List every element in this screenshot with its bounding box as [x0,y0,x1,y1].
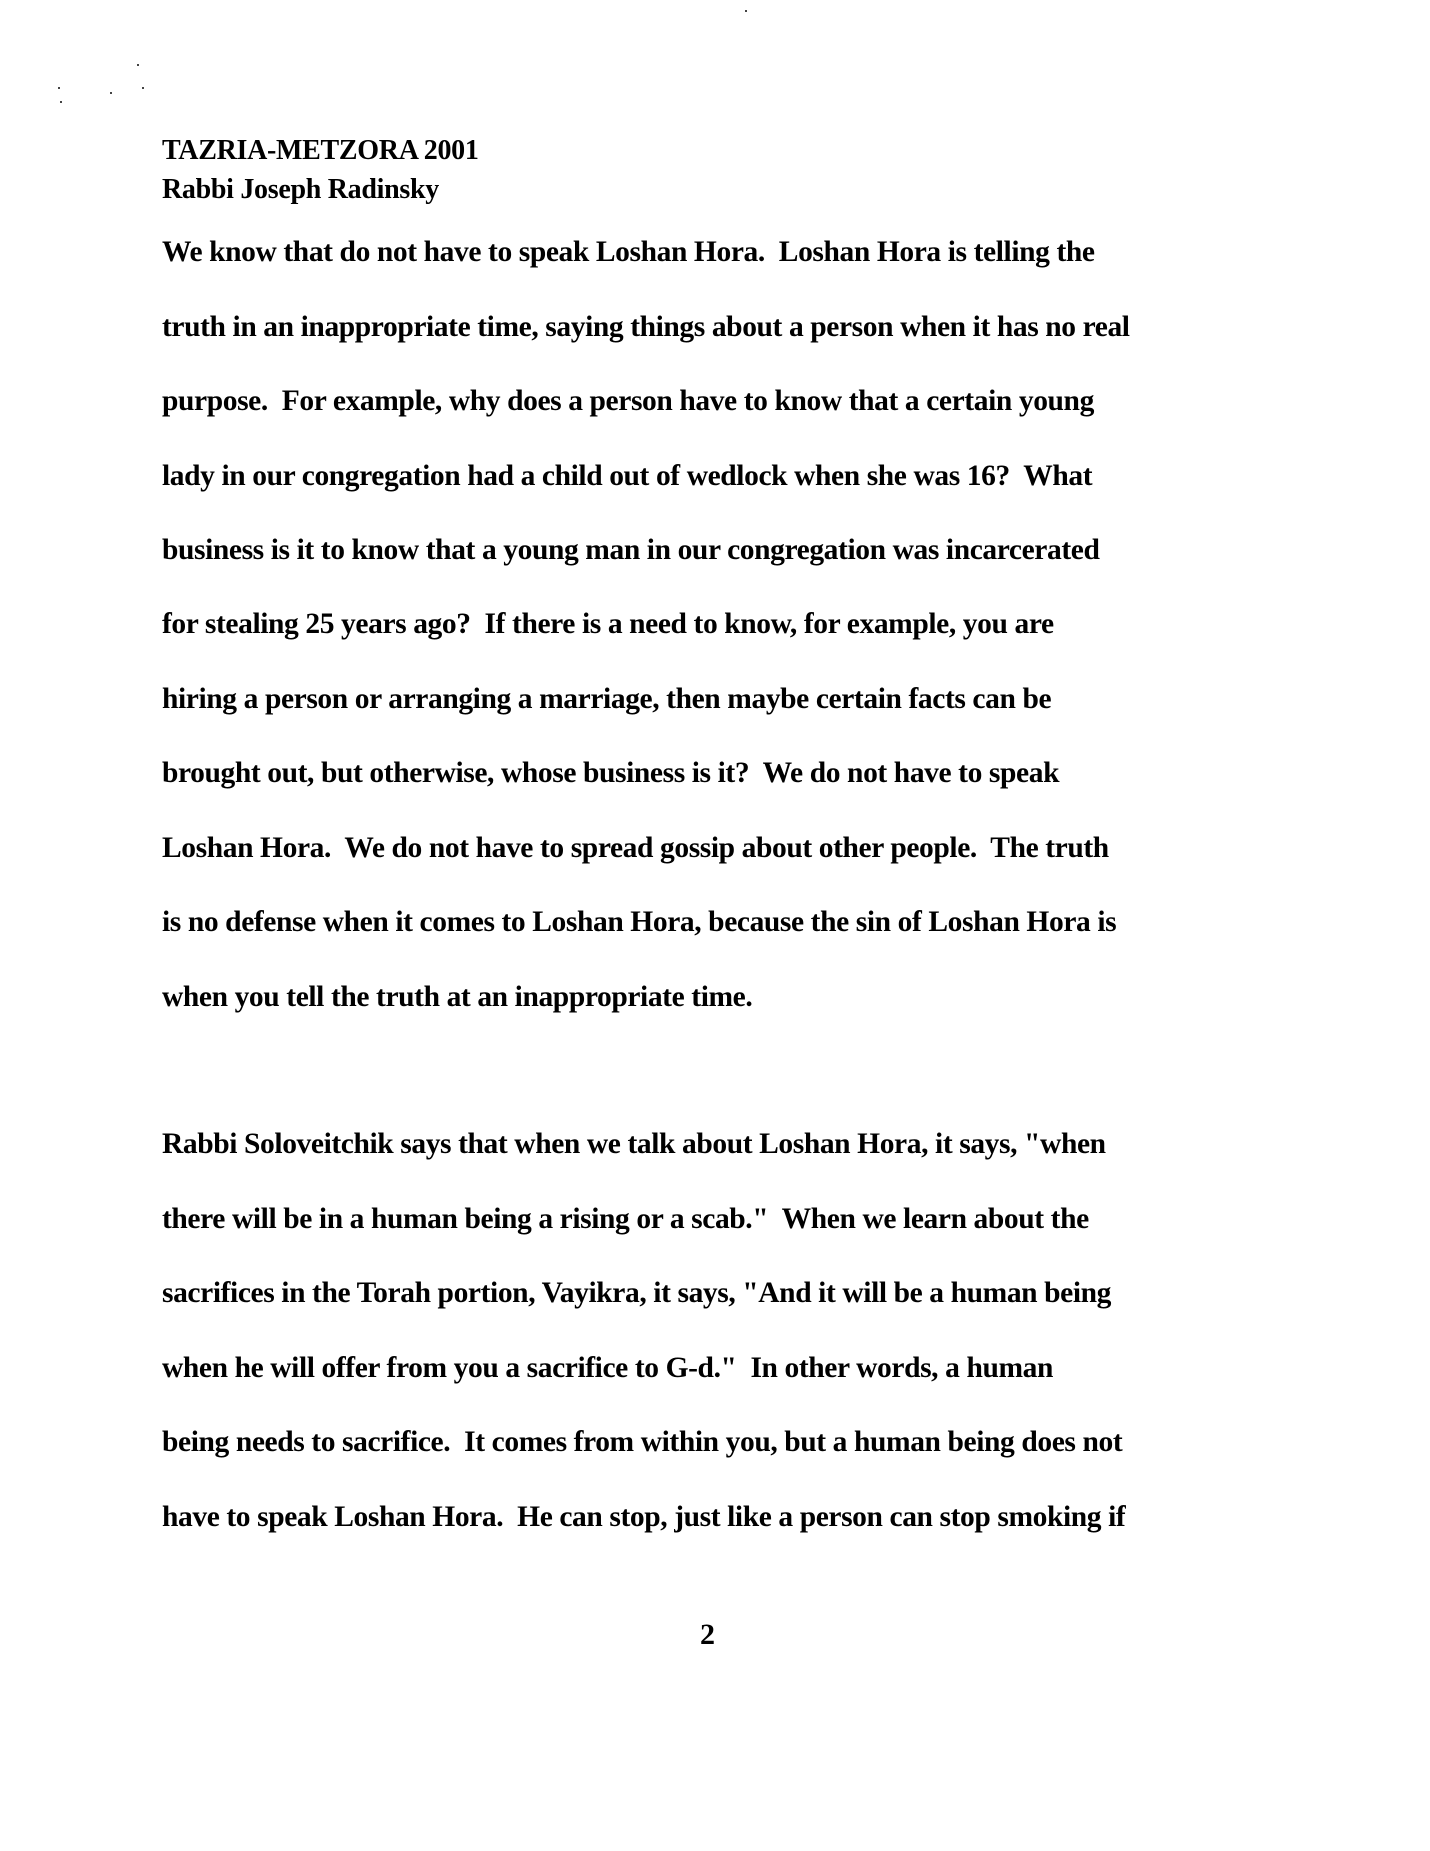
text-line: business is it to know that a young man in our congregation was incarcerated [162,534,1100,566]
page-number: 2 [700,1618,715,1651]
text-line: Rabbi Soloveitchik says that when we talk about Loshan Hora, it says, "when [162,1128,1106,1160]
scan-speck [58,87,60,89]
text-line: have to speak Loshan Hora. He can stop, just like a person can stop smoking if [162,1501,1126,1533]
text-line: purpose. For example, why does a person have to know that a certain young [162,385,1094,417]
text-line: We know that do not have to speak Loshan Hora. Loshan Hora is telling the [162,236,1095,268]
scan-speck [142,87,144,89]
text-line: Loshan Hora. We do not have to spread gossip about other people. The truth [162,832,1109,864]
text-line: lady in our congregation had a child out of wedlock when she was 16? What [162,460,1093,492]
scan-speck [60,101,62,103]
document-author: Rabbi Joseph Radinsky [162,174,439,205]
document-title: TAZRIA-METZORA 2001 [162,135,479,166]
text-line: hiring a person or arranging a marriage, then maybe certain facts can be [162,683,1052,715]
scan-speck [110,92,112,94]
scan-speck [137,64,139,66]
text-line: brought out, but otherwise, whose business is it? We do not have to speak [162,757,1060,789]
text-line: when he will offer from you a sacrifice to G-d." In other words, a human [162,1352,1053,1384]
text-line: sacrifices in the Torah portion, Vayikra, it says, "And it will be a human being [162,1277,1112,1309]
text-line: truth in an inappropriate time, saying things about a person when it has no real [162,311,1130,343]
text-line: for stealing 25 years ago? If there is a need to know, for example, you are [162,608,1054,640]
scan-speck [745,10,747,12]
text-line: being needs to sacrifice. It comes from within you, but a human being does not [162,1426,1123,1458]
text-line: is no defense when it comes to Loshan Hora, because the sin of Loshan Hora is [162,906,1117,938]
text-line: there will be in a human being a rising or a scab." When we learn about the [162,1203,1089,1235]
text-line: when you tell the truth at an inappropriate time. [162,981,753,1013]
